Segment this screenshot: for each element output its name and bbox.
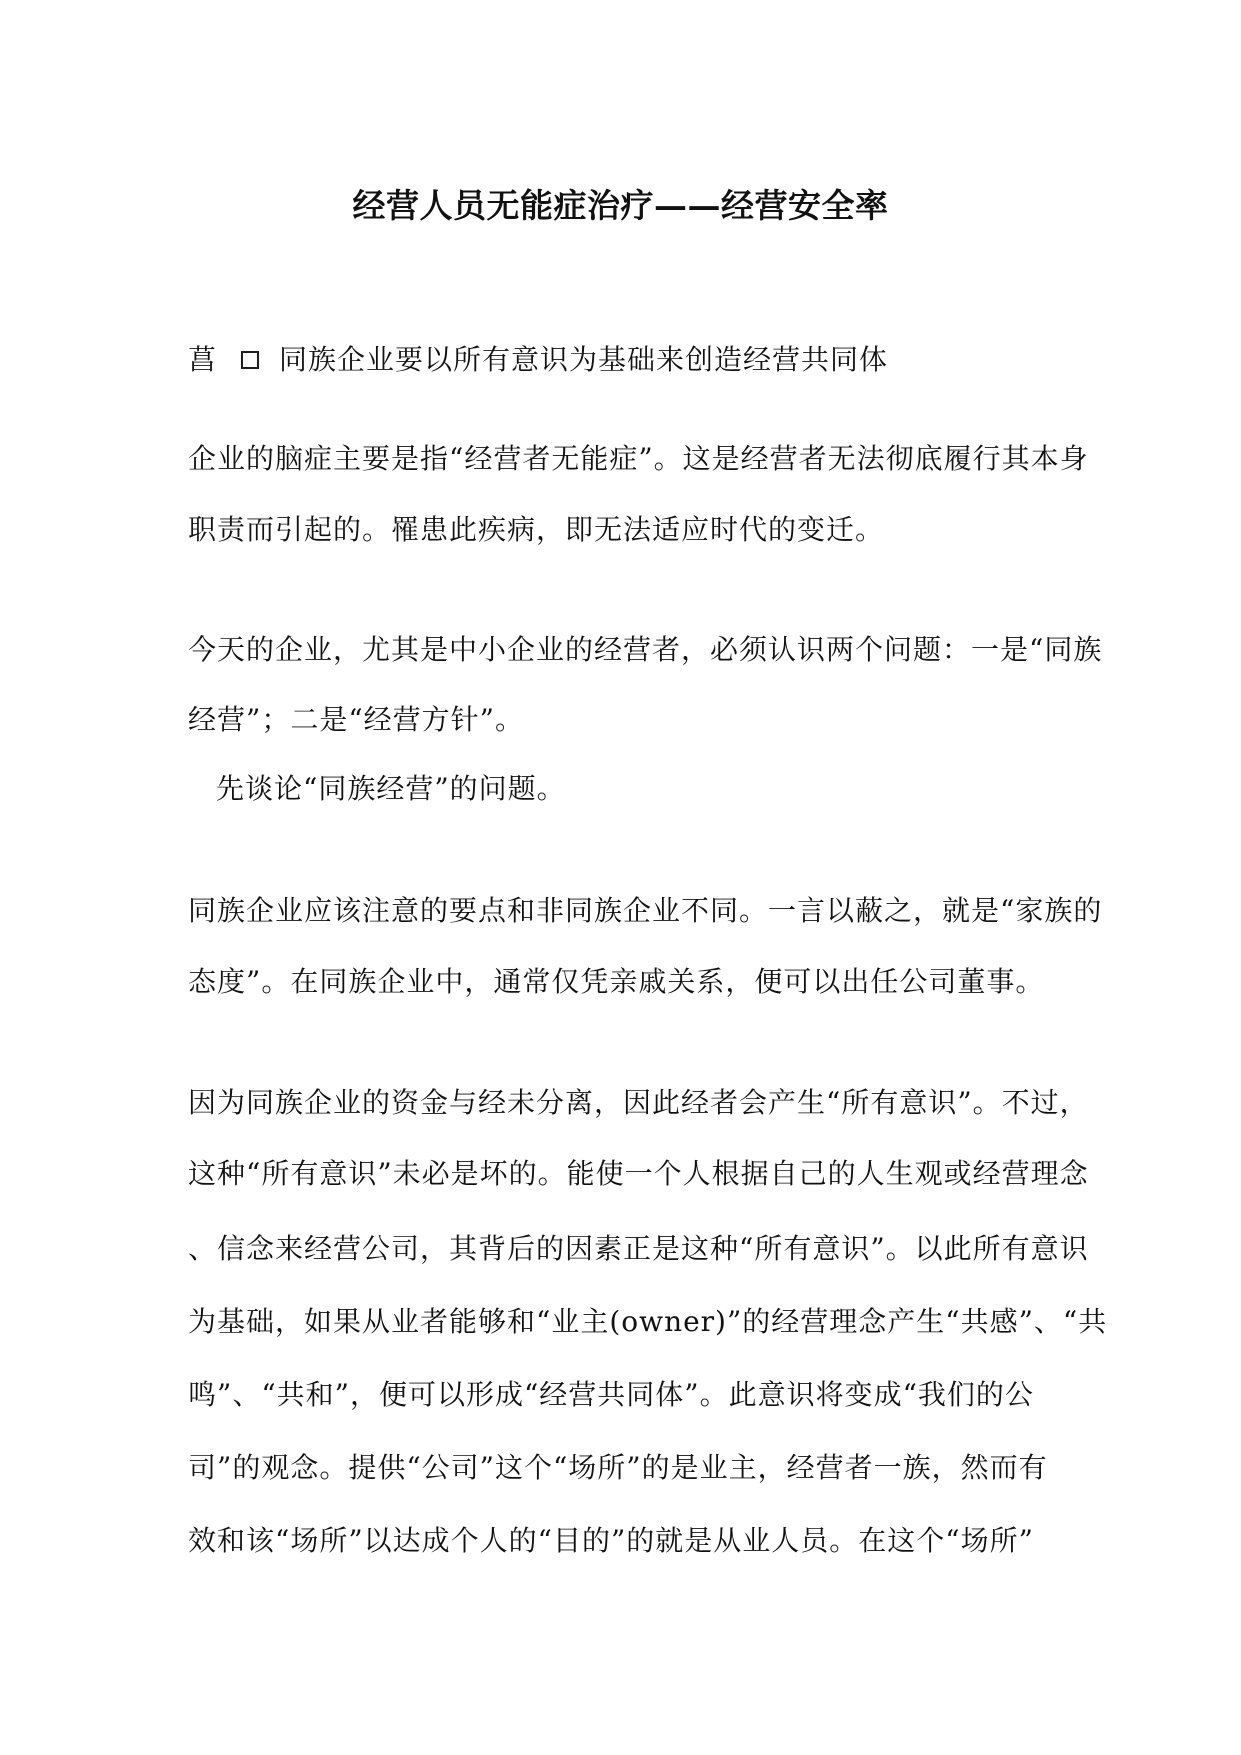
paragraph-line: 先谈论“同族经营”的问题。 — [216, 772, 566, 805]
section-heading-prefix: 菖 — [188, 343, 218, 376]
paragraph-line: 同族企业应该注意的要点和非同族企业不同。一言以蔽之，就是“家族的 — [188, 894, 1103, 927]
paragraph-line: 经营”；二是“经营方针”。 — [188, 703, 524, 736]
paragraph-line: 司”的观念。提供“公司”这个“场所”的是业主，经营者一族，然而有 — [188, 1451, 1048, 1484]
paragraph-line: 职责而引起的。罹患此疾病，即无法适应时代的变迁。 — [188, 513, 885, 546]
paragraph-line: 这种“所有意识”未必是坏的。能使一个人根据自己的人生观或经营理念 — [188, 1157, 1089, 1190]
paragraph-line: 态度”。在同族企业中，通常仅凭亲戚关系，便可以出任公司董事。 — [188, 965, 1045, 998]
paragraph-line: 因为同族企业的资金与经未分离，因此经者会产生“所有意识”。不过， — [188, 1086, 1089, 1119]
paragraph-line: 、信念来经营公司，其背后的因素正是这种“所有意识”。以此所有意识 — [188, 1232, 1089, 1265]
paragraph-line: 为基础，如果从业者能够和“业主(owner)”的经营理念产生“共感”、“共 — [188, 1305, 1108, 1338]
section-heading-text: 同族企业要以所有意识为基础来创造经营共同体 — [279, 343, 889, 376]
section-heading — [188, 340, 888, 380]
paragraph-line: 效和该“场所”以达成个人的“目的”的就是从业人员。在这个“场所” — [188, 1524, 1034, 1557]
checkbox-icon — [241, 351, 259, 369]
paragraph-line: 企业的脑症主要是指“经营者无能症”。这是经营者无法彻底履行其本身 — [188, 442, 1089, 475]
page-title: 经营人员无能症治疗——经营安全率 — [352, 186, 889, 225]
paragraph-line: 鸣”、“共和”，便可以形成“经营共同体”。此意识将变成“我们的公 — [188, 1378, 1034, 1411]
paragraph-line: 今天的企业，尤其是中小企业的经营者，必须认识两个问题：一是“同族 — [188, 633, 1103, 666]
